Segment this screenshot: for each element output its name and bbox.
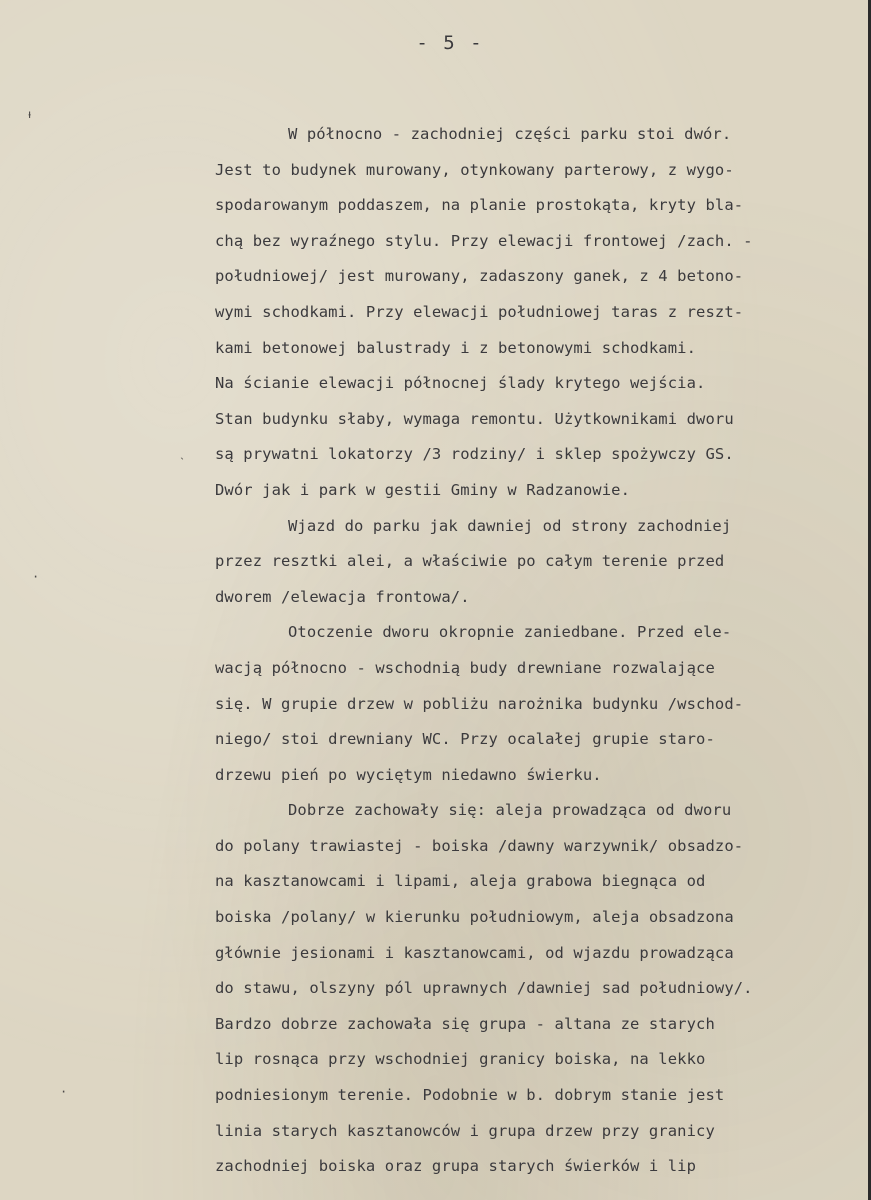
- text-line: chą bez wyraźnego stylu. Przy elewacji frontowej /zach. -: [215, 231, 753, 250]
- text-line: spodarowanym poddaszem, na planie prostokąta, kryty bla-: [215, 196, 744, 215]
- text-line: Jest to budynek murowany, otynkowany parterowy, z wygo-: [215, 160, 734, 179]
- body-text: [215, 117, 815, 1185]
- text-line: do polany trawiastej - boiska /dawny warzywnik/ obsadzo-: [215, 836, 744, 855]
- margin-mark: ˴: [180, 450, 188, 464]
- text-line: na kasztanowcami i lipami, aleja grabowa biegnąca od: [215, 872, 706, 891]
- text-line: południowej/ jest murowany, zadaszony ganek, z 4 betono-: [215, 267, 744, 286]
- text-line: boiska /polany/ w kierunku południowym, aleja obsadzona: [215, 908, 734, 927]
- text-line: Dobrze zachowały się: aleja prowadząca od dworu: [288, 801, 732, 820]
- text-line: Wjazd do parku jak dawniej od strony zachodniej: [288, 516, 732, 535]
- text-line: kami betonowej balustrady i z betonowymi schodkami.: [215, 338, 697, 357]
- text-line: zachodniej boiska oraz grupa starych świerków i lip: [215, 1157, 697, 1176]
- text-line: wymi schodkami. Przy elewacji południowej taras z reszt-: [215, 302, 744, 321]
- text-line: Dwór jak i park w gestii Gminy w Radzanowie.: [215, 480, 630, 499]
- page-number: - 5 -: [416, 32, 484, 54]
- text-line: wacją północno - wschodnią budy drewniane rozwalające: [215, 658, 715, 677]
- text-line: Otoczenie dworu okropnie zaniedbane. Przed ele-: [288, 623, 732, 642]
- margin-mark: ᵼ: [26, 107, 34, 121]
- text-line: do stawu, olszyny pól uprawnych /dawniej sad południowy/.: [215, 979, 753, 998]
- text-line: są prywatni lokatorzy /3 rodziny/ i sklep spożywczy GS.: [215, 445, 734, 464]
- text-line: się. W grupie drzew w pobliżu narożnika budynku /wschod-: [215, 694, 744, 713]
- text-line: W północno - zachodniej części parku stoi dwór.: [288, 125, 732, 143]
- text-line: drzewu pień po wyciętym niedawno świerku.: [215, 765, 602, 784]
- margin-mark: ·: [60, 1085, 68, 1099]
- text-line: Bardzo dobrze zachowała się grupa - altana ze starych: [215, 1014, 715, 1033]
- text-line: lip rosnąca przy wschodniej granicy boiska, na lekko: [215, 1050, 706, 1069]
- text-line: Na ścianie elewacji północnej ślady krytego wejścia.: [215, 374, 706, 393]
- text-line: Stan budynku słaby, wymaga remontu. Użytkownikami dworu: [215, 409, 734, 428]
- text-line: dworem /elewacja frontowa/.: [215, 587, 470, 606]
- text-line: linia starych kasztanowców i grupa drzew przy granicy: [215, 1121, 715, 1140]
- text-line: podniesionym terenie. Podobnie w b. dobrym stanie jest: [215, 1086, 725, 1105]
- text-line: przez resztki alei, a właściwie po całym terenie przed: [215, 552, 725, 571]
- text-line: niego/ stoi drewniany WC. Przy ocalałej grupie staro-: [215, 730, 715, 749]
- margin-mark: ·: [32, 570, 40, 584]
- text-line: głównie jesionami i kasztanowcami, od wjazdu prowadząca: [215, 943, 734, 962]
